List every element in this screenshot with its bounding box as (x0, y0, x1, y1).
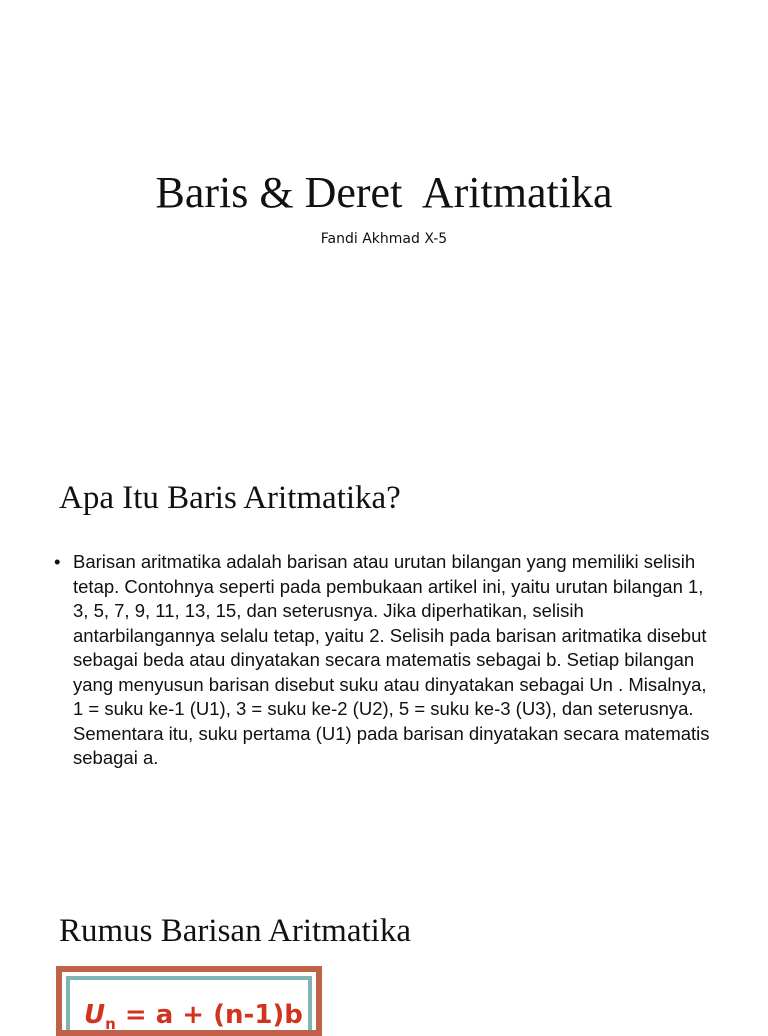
definition-bullet (54, 550, 714, 771)
author-subtitle: Fandi Akhmad X-5 (320, 231, 448, 247)
title-slide (0, 0, 768, 432)
formula-symbol: U (84, 1000, 106, 1030)
presentation-title: Baris & Deret Aritmatika (155, 168, 613, 217)
definition-text: Barisan aritmatika adalah barisan atau urutan bilangan yang memiliki selisih tetap. Contohnya seperti pada pembukaan artikel ini, yaitu urutan bilangan 1, 3, 5, 7, 9, 11, 13, 15, dan seterusnya. Jika diperhatikan, selisih antarbilangannya selalu tetap, yaitu 2. Selisih pada barisan aritmatika disebut sebagai beda atau dinyatakan secara matematis sebagai b. Setiap bilangan yang menyusun barisan disebut suku atau dinyatakan sebagai Un . Misalnya, 1 = suku ke-1 (U1), 3 = suku ke-2 (U2), 5 = suku ke-3 (U3), dan seterusnya. Sementara itu, suku pertama (U1) pada barisan dinyatakan secara matematis sebagai a. (73, 551, 710, 768)
formula-slide (0, 864, 768, 1034)
definition-heading: Apa Itu Baris Aritmatika? (59, 480, 401, 516)
formula-rhs: = a + (n-1)b (115, 1000, 303, 1030)
formula-expression (84, 1000, 303, 1033)
bullet-icon: • (54, 551, 61, 572)
formula-subscript: n (105, 1015, 116, 1034)
definition-slide (0, 432, 768, 864)
formula-heading: Rumus Barisan Aritmatika (59, 913, 411, 949)
formula-inner-frame (66, 976, 312, 1034)
formula-image (56, 966, 322, 1036)
